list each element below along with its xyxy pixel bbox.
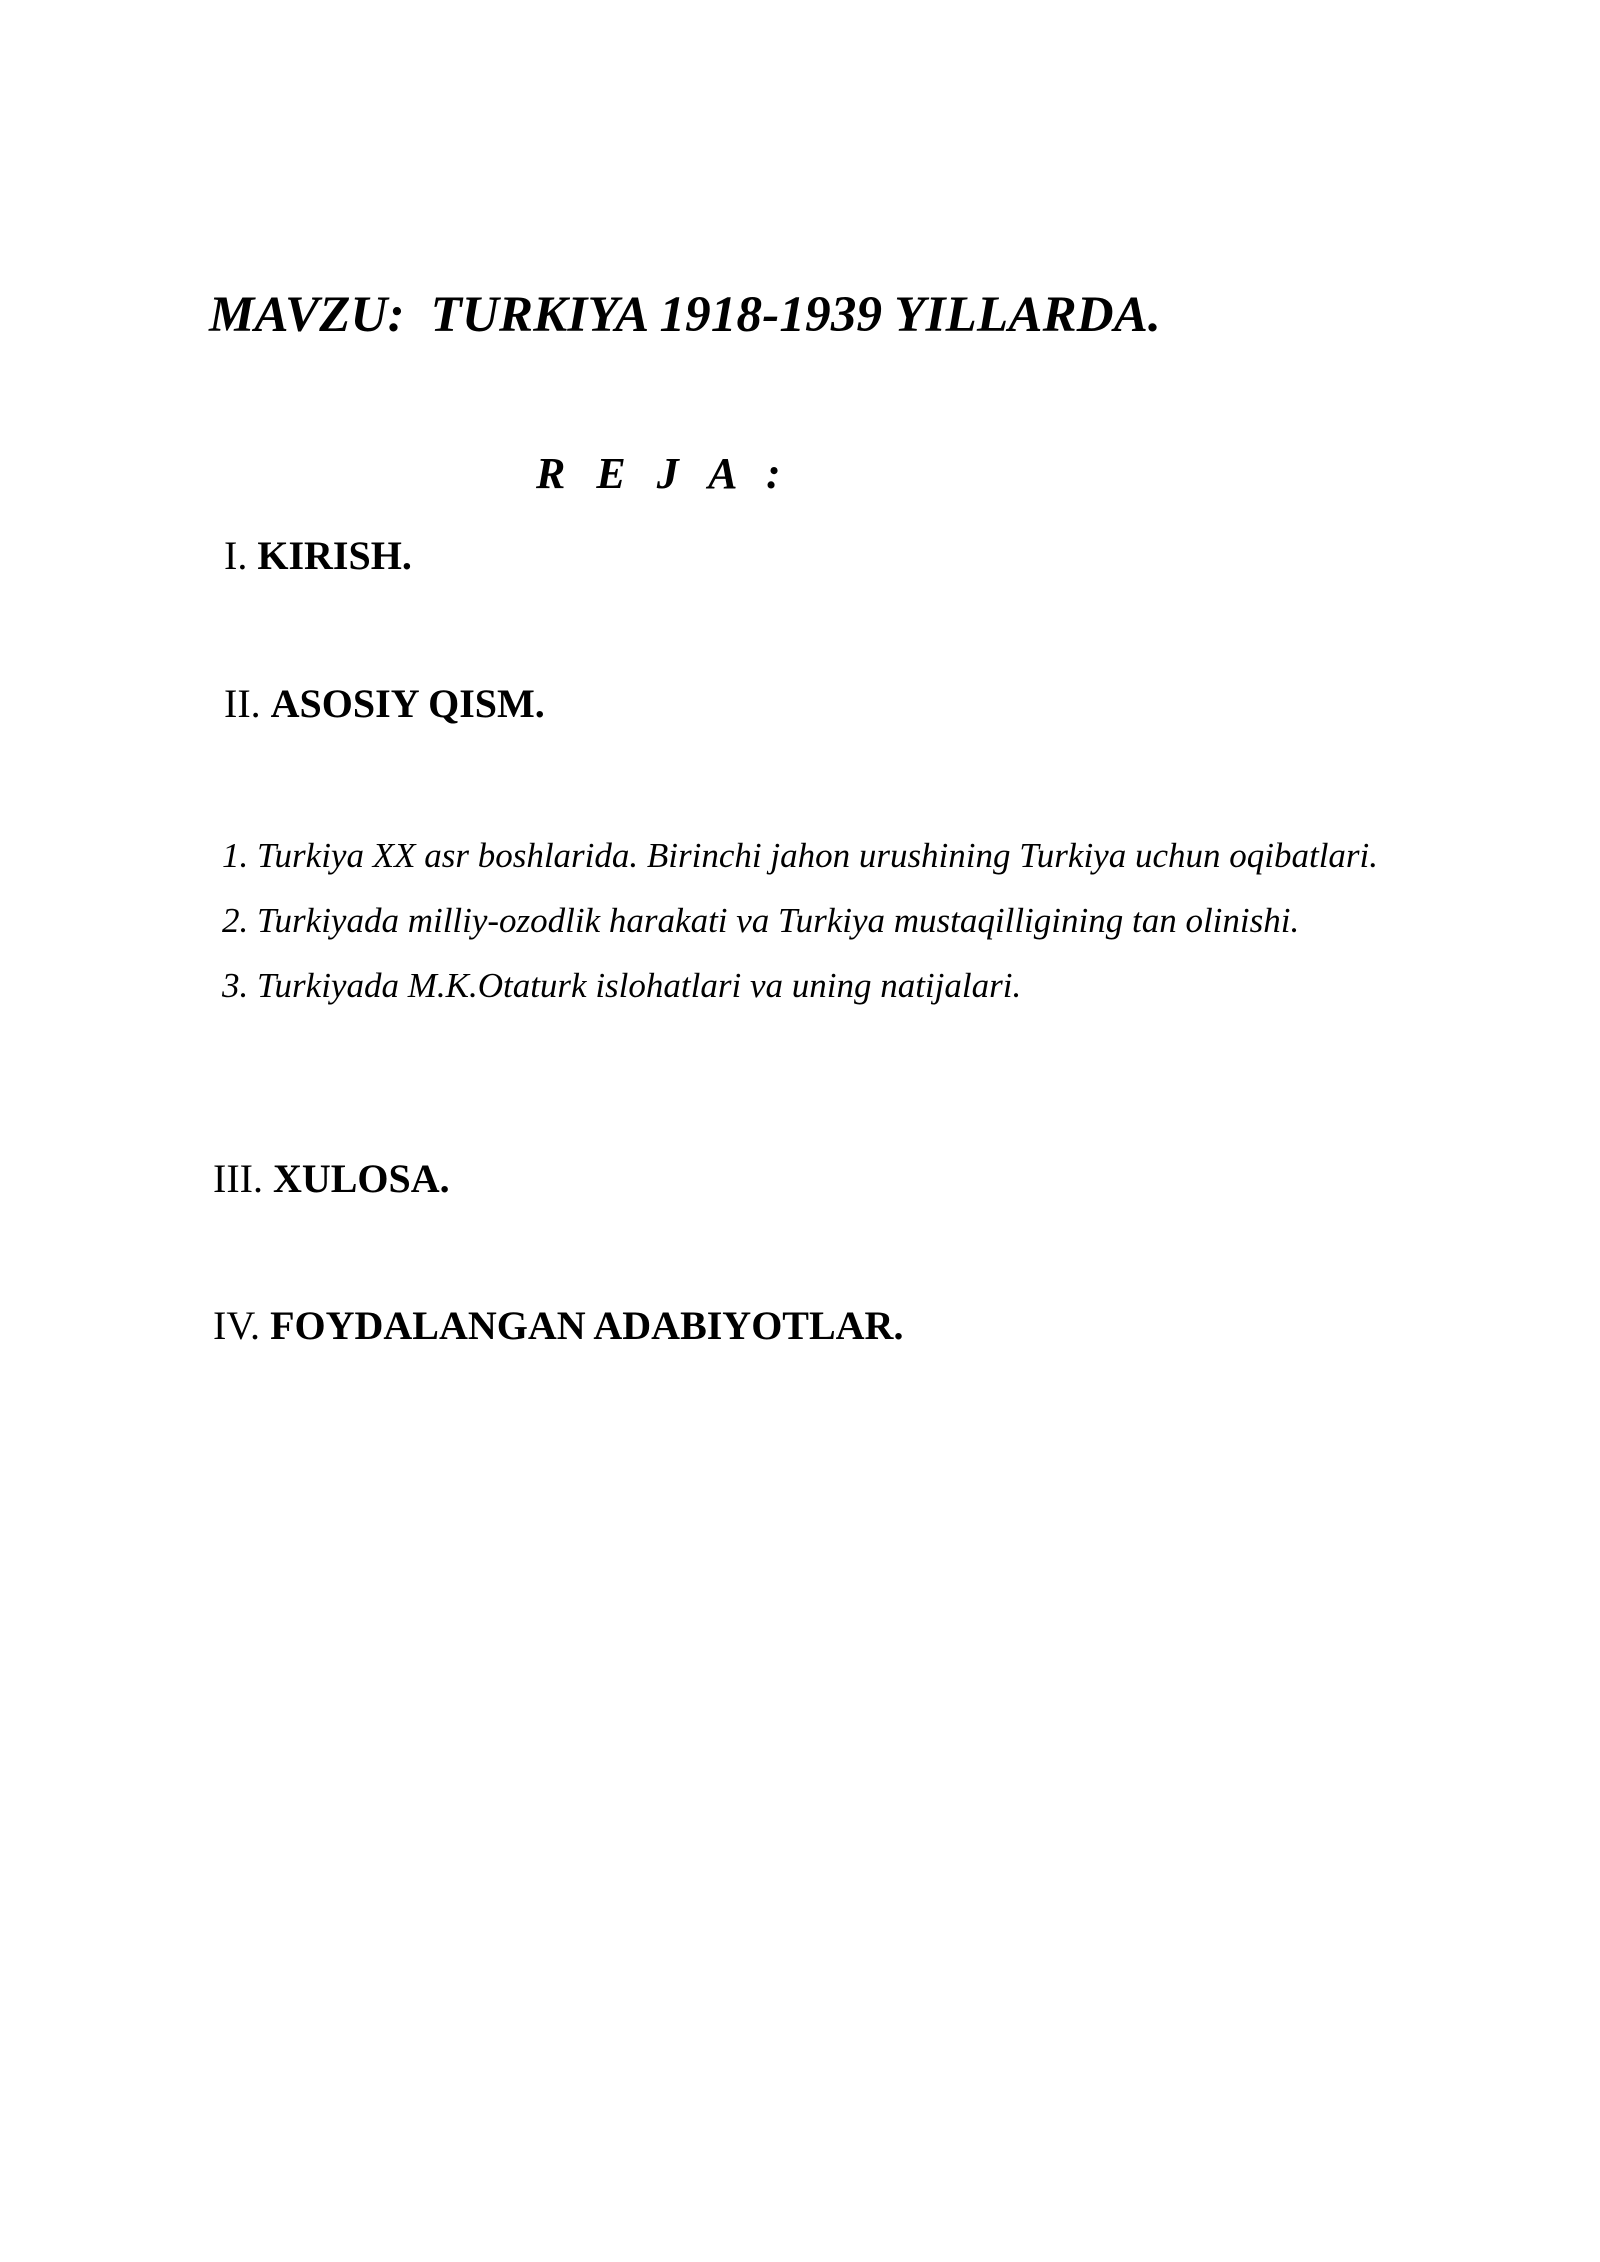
section-number: III. bbox=[213, 1156, 263, 1201]
section-kirish bbox=[224, 532, 412, 579]
section-label: FOYDALANGAN ADABIYOTLAR. bbox=[270, 1303, 904, 1348]
subitem-list bbox=[222, 823, 1420, 1018]
document-title: MAVZU: TURKIYA 1918-1939 YILLARDA. bbox=[209, 287, 1161, 343]
section-xulosa bbox=[213, 1155, 450, 1202]
section-asosiy-qism bbox=[224, 680, 545, 727]
list-item: 3. Turkiyada M.K.Otaturk islohatlari va uning natijalari. bbox=[222, 966, 1022, 1005]
section-number: IV. bbox=[213, 1303, 261, 1348]
section-label: ASOSIY QISM. bbox=[270, 681, 545, 726]
section-label: KIRISH. bbox=[257, 533, 412, 578]
section-number: I. bbox=[224, 533, 248, 578]
section-foydalangan-adabiyotlar bbox=[213, 1302, 903, 1349]
plan-heading: R E J A : bbox=[536, 449, 791, 498]
list-item: 2. Turkiyada milliy-ozodlik harakati va Turkiya mustaqilligining tan olinishi. bbox=[222, 901, 1300, 940]
section-label: XULOSA. bbox=[272, 1156, 450, 1201]
section-number: II. bbox=[224, 681, 261, 726]
list-item: 1. Turkiya XX asr boshlarida. Birinchi jahon urushining Turkiya uchun oqibatlari. bbox=[222, 836, 1379, 875]
